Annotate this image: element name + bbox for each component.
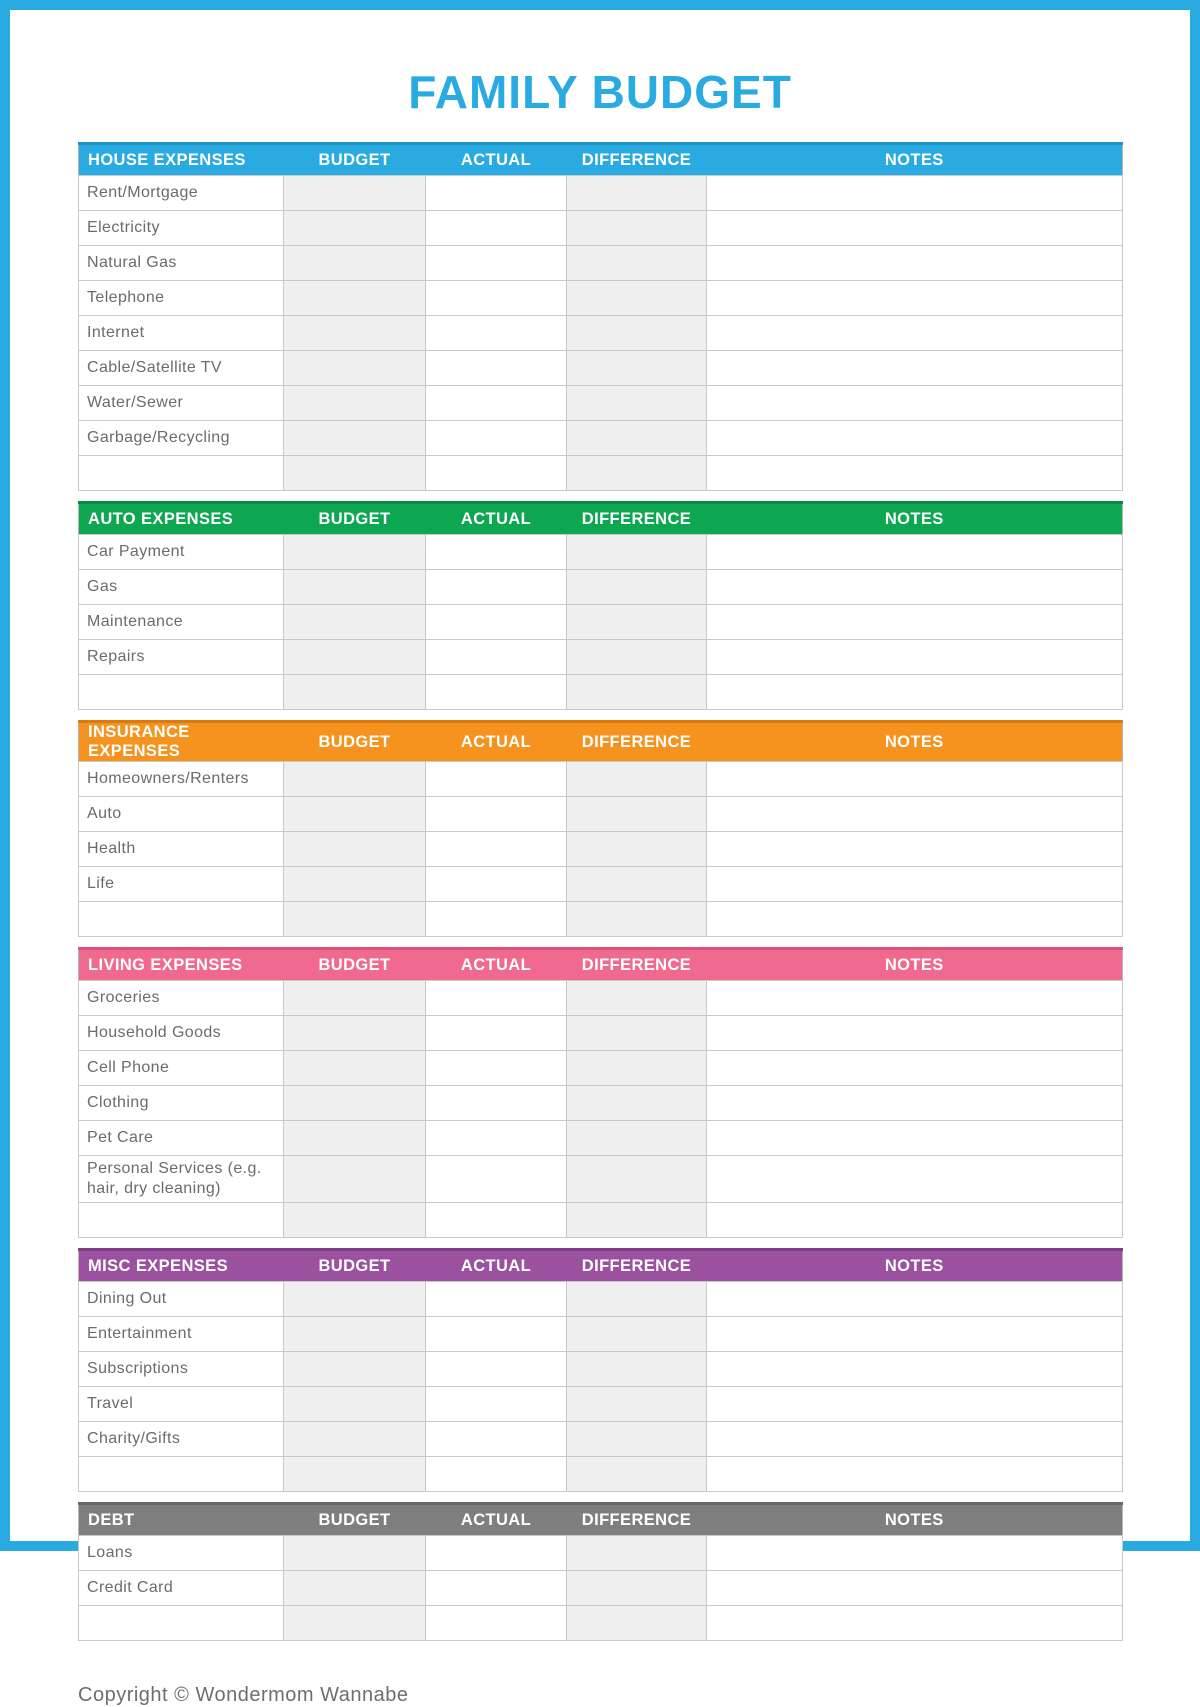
difference-cell (567, 1086, 707, 1121)
table-row (79, 1571, 1123, 1606)
budget-cell (284, 1457, 426, 1492)
difference-cell (567, 1282, 707, 1317)
notes-cell (707, 1422, 1123, 1457)
notes-cell (707, 176, 1123, 211)
budget-cell (284, 1051, 426, 1086)
difference-cell (567, 640, 707, 675)
actual-cell (426, 456, 567, 491)
row-label (79, 1203, 284, 1238)
row-label: Garbage/Recycling (79, 421, 284, 456)
row-label: Travel (79, 1387, 284, 1422)
notes-cell (707, 1086, 1123, 1121)
actual-cell (426, 1086, 567, 1121)
budget-cell (284, 1203, 426, 1238)
budget-cell (284, 1016, 426, 1051)
row-label: Loans (79, 1536, 284, 1571)
actual-cell (426, 762, 567, 797)
actual-cell (426, 1016, 567, 1051)
actual-cell (426, 1121, 567, 1156)
copyright-text: Copyright © Wondermom Wannabe (78, 1684, 409, 1706)
budget-cell (284, 421, 426, 456)
budget-cell (284, 797, 426, 832)
row-label: Entertainment (79, 1317, 284, 1352)
notes-cell (707, 246, 1123, 281)
table-row (79, 1282, 1123, 1317)
actual-cell (426, 605, 567, 640)
notes-cell (707, 456, 1123, 491)
notes-cell (707, 1016, 1123, 1051)
actual-cell (426, 1422, 567, 1457)
table-row-empty (79, 902, 1123, 937)
notes-cell (707, 1606, 1123, 1641)
budget-cell (284, 1121, 426, 1156)
table-row-empty (79, 1203, 1123, 1238)
table-row (79, 570, 1123, 605)
budget-cell (284, 246, 426, 281)
difference-cell (567, 211, 707, 246)
column-header-actual: ACTUAL (426, 503, 567, 535)
column-header-notes: NOTES (707, 144, 1123, 176)
actual-cell (426, 1282, 567, 1317)
row-label: Natural Gas (79, 246, 284, 281)
notes-cell (707, 1387, 1123, 1422)
column-header-difference: DIFFERENCE (567, 1250, 707, 1282)
difference-cell (567, 386, 707, 421)
row-label: Clothing (79, 1086, 284, 1121)
row-label: Gas (79, 570, 284, 605)
budget-cell (284, 640, 426, 675)
notes-cell (707, 351, 1123, 386)
notes-cell (707, 1203, 1123, 1238)
column-header-difference: DIFFERENCE (567, 722, 707, 762)
notes-cell (707, 421, 1123, 456)
difference-cell (567, 176, 707, 211)
table-row (79, 421, 1123, 456)
budget-sections (78, 142, 1122, 1641)
notes-cell (707, 281, 1123, 316)
table-row-empty (79, 1606, 1123, 1641)
table-row (79, 281, 1123, 316)
actual-cell (426, 281, 567, 316)
row-label: Dining Out (79, 1282, 284, 1317)
notes-cell (707, 1051, 1123, 1086)
section-header-row (79, 1250, 1123, 1282)
notes-cell (707, 605, 1123, 640)
actual-cell (426, 1317, 567, 1352)
difference-cell (567, 1457, 707, 1492)
notes-cell (707, 1571, 1123, 1606)
difference-cell (567, 1352, 707, 1387)
budget-cell (284, 351, 426, 386)
actual-cell (426, 316, 567, 351)
actual-cell (426, 902, 567, 937)
difference-cell (567, 981, 707, 1016)
column-header-notes: NOTES (707, 503, 1123, 535)
section-title: INSURANCE EXPENSES (79, 722, 284, 762)
table-row (79, 1121, 1123, 1156)
difference-cell (567, 281, 707, 316)
section-header-row (79, 722, 1123, 762)
row-label (79, 456, 284, 491)
budget-cell (284, 981, 426, 1016)
difference-cell (567, 1422, 707, 1457)
difference-cell (567, 316, 707, 351)
notes-cell (707, 1317, 1123, 1352)
difference-cell (567, 1156, 707, 1203)
column-header-notes: NOTES (707, 1504, 1123, 1536)
budget-cell (284, 316, 426, 351)
column-header-budget: BUDGET (284, 1504, 426, 1536)
table-row (79, 1422, 1123, 1457)
difference-cell (567, 535, 707, 570)
section-title: AUTO EXPENSES (79, 503, 284, 535)
row-label: Charity/Gifts (79, 1422, 284, 1457)
row-label: Subscriptions (79, 1352, 284, 1387)
table-row (79, 211, 1123, 246)
table-row (79, 535, 1123, 570)
notes-cell (707, 1121, 1123, 1156)
row-label: Maintenance (79, 605, 284, 640)
actual-cell (426, 211, 567, 246)
row-label: Internet (79, 316, 284, 351)
actual-cell (426, 176, 567, 211)
budget-cell (284, 867, 426, 902)
table-row (79, 867, 1123, 902)
difference-cell (567, 1121, 707, 1156)
budget-cell (284, 1086, 426, 1121)
difference-cell (567, 246, 707, 281)
actual-cell (426, 867, 567, 902)
table-row (79, 1086, 1123, 1121)
budget-cell (284, 1282, 426, 1317)
row-label (79, 1457, 284, 1492)
section-header-row (79, 503, 1123, 535)
actual-cell (426, 386, 567, 421)
page-content (10, 10, 1190, 1641)
table-row (79, 1387, 1123, 1422)
notes-cell (707, 316, 1123, 351)
actual-cell (426, 1203, 567, 1238)
table-row (79, 981, 1123, 1016)
budget-cell (284, 1571, 426, 1606)
budget-cell (284, 675, 426, 710)
notes-cell (707, 902, 1123, 937)
table-row (79, 1536, 1123, 1571)
budget-table-insurance-expenses (78, 720, 1123, 937)
section-header-row (79, 949, 1123, 981)
actual-cell (426, 421, 567, 456)
notes-cell (707, 640, 1123, 675)
column-header-actual: ACTUAL (426, 1250, 567, 1282)
budget-cell (284, 211, 426, 246)
page-title: FAMILY BUDGET (408, 66, 792, 118)
table-row (79, 1051, 1123, 1086)
section-title: HOUSE EXPENSES (79, 144, 284, 176)
column-header-budget: BUDGET (284, 722, 426, 762)
column-header-difference: DIFFERENCE (567, 949, 707, 981)
row-label: Electricity (79, 211, 284, 246)
budget-cell (284, 456, 426, 491)
difference-cell (567, 1571, 707, 1606)
column-header-actual: ACTUAL (426, 1504, 567, 1536)
budget-table-auto-expenses (78, 501, 1123, 710)
row-label: Car Payment (79, 535, 284, 570)
actual-cell (426, 1536, 567, 1571)
notes-cell (707, 1457, 1123, 1492)
difference-cell (567, 675, 707, 710)
row-label: Health (79, 832, 284, 867)
budget-cell (284, 762, 426, 797)
budget-cell (284, 1387, 426, 1422)
difference-cell (567, 1051, 707, 1086)
budget-cell (284, 281, 426, 316)
notes-cell (707, 762, 1123, 797)
budget-cell (284, 535, 426, 570)
notes-cell (707, 1156, 1123, 1203)
column-header-difference: DIFFERENCE (567, 1504, 707, 1536)
budget-table-house-expenses (78, 142, 1123, 491)
table-row (79, 316, 1123, 351)
actual-cell (426, 832, 567, 867)
table-row (79, 640, 1123, 675)
table-row (79, 351, 1123, 386)
difference-cell (567, 421, 707, 456)
difference-cell (567, 1606, 707, 1641)
notes-cell (707, 675, 1123, 710)
row-label: Pet Care (79, 1121, 284, 1156)
difference-cell (567, 867, 707, 902)
row-label (79, 902, 284, 937)
row-label: Household Goods (79, 1016, 284, 1051)
row-label: Rent/Mortgage (79, 176, 284, 211)
budget-cell (284, 832, 426, 867)
budget-cell (284, 1422, 426, 1457)
actual-cell (426, 797, 567, 832)
difference-cell (567, 1387, 707, 1422)
budget-cell (284, 570, 426, 605)
row-label: Cable/Satellite TV (79, 351, 284, 386)
budget-cell (284, 1156, 426, 1203)
difference-cell (567, 902, 707, 937)
difference-cell (567, 456, 707, 491)
row-label: Water/Sewer (79, 386, 284, 421)
table-row (79, 605, 1123, 640)
budget-cell (284, 1606, 426, 1641)
budget-cell (284, 1352, 426, 1387)
budget-table-living-expenses (78, 947, 1123, 1238)
row-label: Repairs (79, 640, 284, 675)
difference-cell (567, 832, 707, 867)
actual-cell (426, 1352, 567, 1387)
table-row (79, 797, 1123, 832)
row-label (79, 1606, 284, 1641)
budget-table-debt (78, 1502, 1123, 1641)
column-header-budget: BUDGET (284, 144, 426, 176)
row-label: Telephone (79, 281, 284, 316)
budget-cell (284, 605, 426, 640)
table-row (79, 1317, 1123, 1352)
budget-cell (284, 176, 426, 211)
budget-table-misc-expenses (78, 1248, 1123, 1492)
notes-cell (707, 832, 1123, 867)
notes-cell (707, 386, 1123, 421)
budget-cell (284, 902, 426, 937)
notes-cell (707, 797, 1123, 832)
notes-cell (707, 211, 1123, 246)
actual-cell (426, 1387, 567, 1422)
column-header-notes: NOTES (707, 949, 1123, 981)
column-header-actual: ACTUAL (426, 722, 567, 762)
section-header-row (79, 1504, 1123, 1536)
row-label: Cell Phone (79, 1051, 284, 1086)
table-row-empty (79, 675, 1123, 710)
row-label: Auto (79, 797, 284, 832)
table-row (79, 1016, 1123, 1051)
difference-cell (567, 1203, 707, 1238)
actual-cell (426, 1156, 567, 1203)
difference-cell (567, 1317, 707, 1352)
difference-cell (567, 351, 707, 386)
column-header-budget: BUDGET (284, 1250, 426, 1282)
column-header-notes: NOTES (707, 1250, 1123, 1282)
column-header-budget: BUDGET (284, 949, 426, 981)
actual-cell (426, 535, 567, 570)
difference-cell (567, 1536, 707, 1571)
notes-cell (707, 570, 1123, 605)
actual-cell (426, 1051, 567, 1086)
row-label: Groceries (79, 981, 284, 1016)
actual-cell (426, 570, 567, 605)
column-header-notes: NOTES (707, 722, 1123, 762)
notes-cell (707, 1282, 1123, 1317)
actual-cell (426, 981, 567, 1016)
difference-cell (567, 797, 707, 832)
actual-cell (426, 246, 567, 281)
budget-cell (284, 386, 426, 421)
table-row (79, 1352, 1123, 1387)
table-row (79, 176, 1123, 211)
table-row (79, 246, 1123, 281)
table-row (79, 1156, 1123, 1203)
budget-cell (284, 1317, 426, 1352)
notes-cell (707, 535, 1123, 570)
table-row-empty (79, 456, 1123, 491)
difference-cell (567, 1016, 707, 1051)
actual-cell (426, 675, 567, 710)
column-header-actual: ACTUAL (426, 144, 567, 176)
row-label: Credit Card (79, 1571, 284, 1606)
table-row (79, 386, 1123, 421)
actual-cell (426, 1606, 567, 1641)
actual-cell (426, 1571, 567, 1606)
notes-cell (707, 1536, 1123, 1571)
column-header-budget: BUDGET (284, 503, 426, 535)
column-header-difference: DIFFERENCE (567, 503, 707, 535)
notes-cell (707, 981, 1123, 1016)
section-title: LIVING EXPENSES (79, 949, 284, 981)
table-row-empty (79, 1457, 1123, 1492)
budget-cell (284, 1536, 426, 1571)
actual-cell (426, 351, 567, 386)
row-label: Homeowners/Renters (79, 762, 284, 797)
column-header-actual: ACTUAL (426, 949, 567, 981)
section-title: MISC EXPENSES (79, 1250, 284, 1282)
actual-cell (426, 1457, 567, 1492)
difference-cell (567, 605, 707, 640)
difference-cell (567, 762, 707, 797)
column-header-difference: DIFFERENCE (567, 144, 707, 176)
section-title: DEBT (79, 1504, 284, 1536)
actual-cell (426, 640, 567, 675)
difference-cell (567, 570, 707, 605)
table-row (79, 762, 1123, 797)
row-label: Life (79, 867, 284, 902)
notes-cell (707, 867, 1123, 902)
notes-cell (707, 1352, 1123, 1387)
row-label (79, 675, 284, 710)
row-label: Personal Services (e.g. hair, dry cleaning) (79, 1156, 284, 1203)
section-header-row (79, 144, 1123, 176)
table-row (79, 832, 1123, 867)
